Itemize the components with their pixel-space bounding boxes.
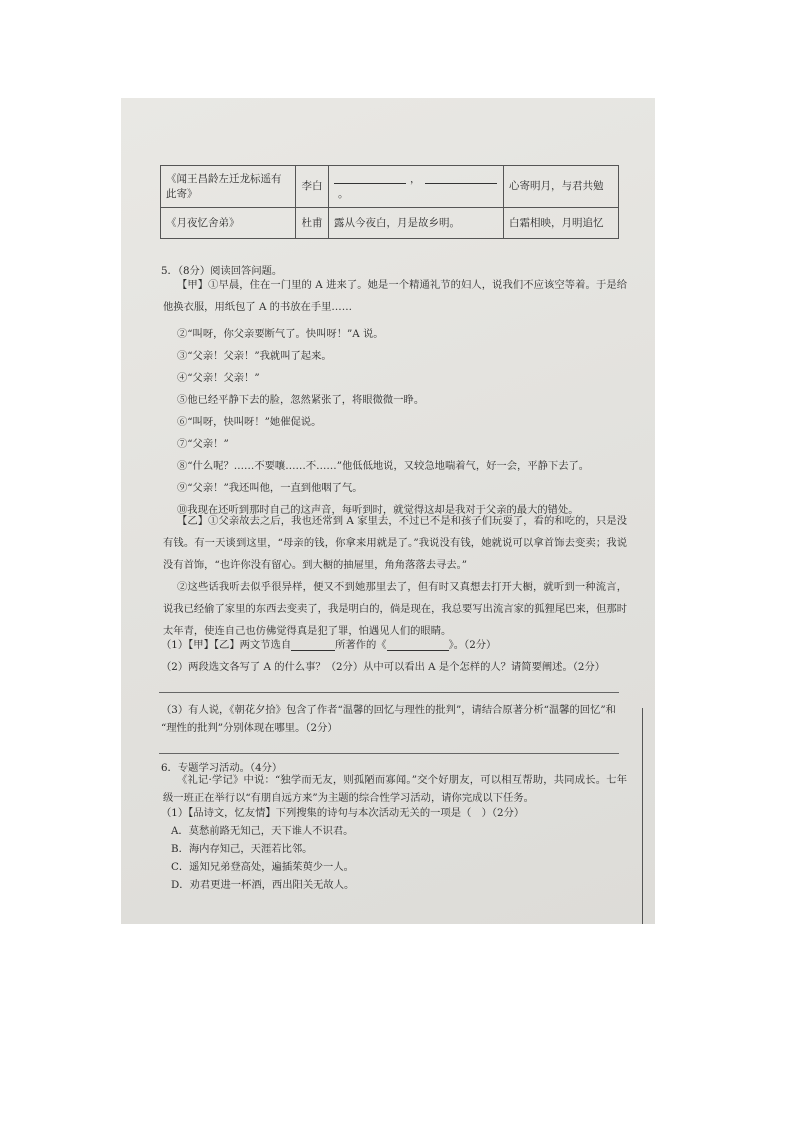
q5-sub3-line2: “理性的批判”分别体现在哪里。（2分） — [161, 722, 338, 734]
q6-option-c: C．遥知兄弟登高处，遍插茱萸少一人。 — [171, 861, 354, 873]
answer-blank[interactable] — [334, 173, 406, 184]
poem-line-blanks — [329, 166, 504, 208]
q6-option-b: B．海内存知己，天涯若比邻。 — [171, 843, 313, 855]
answer-line[interactable] — [159, 753, 619, 754]
poem-author: 李白 — [296, 166, 329, 208]
q6-sub1: （1）【品诗文，忆友情】下列搜集的诗句与本次活动无关的一项是（ ）（2分） — [161, 807, 525, 819]
answer-blank[interactable] — [425, 173, 497, 184]
jia-paragraph-8: ⑧“什么呢？……不要嚷……不……”他低低地说，又较急地喘着气，好一会，平静下去了。 — [177, 460, 590, 472]
poem-theme: 白霜相映，月明追忆 — [504, 208, 619, 239]
blank-period: 。 — [338, 187, 349, 200]
exam-paper-photo — [121, 98, 655, 924]
yi-paragraph-1: 【乙】①父亲故去之后，我也还常到 A 家里去，不过已不是和孩子们玩耍了，看的和吃的，只是没有钱。有一天谈到这里，“母亲的钱，你拿来用就是了。”我说没有钱，她就说可以拿首饰去变卖；我说没有首饰，“也许你没有留心。到大橱的抽屉里，角角落落去寻去。” — [163, 515, 627, 571]
q5-sub1-text-a: （1）【甲】【乙】两文节选自 — [161, 639, 292, 651]
q5-sub1 — [161, 638, 496, 652]
jia-paragraph-1: 【甲】①早晨，住在一门里的 A 进来了。她是一个精通礼节的妇人，说我们不应该空等着。于是给他换衣服，用纸包了 A 的书放在手里…… — [163, 279, 627, 313]
jia-paragraph-9: ⑨“父亲！”我还叫他，一直到他咽了气。 — [177, 482, 363, 494]
q5-sub3-line1: （3）有人说，《朝花夕拾》包含了作者“温馨的回忆与理性的批判”，请结合原著分析“温馨的回忆”和 — [161, 704, 616, 716]
q6-option-d: D．劝君更进一杯酒，西出阳关无故人。 — [171, 879, 355, 891]
poem-table — [160, 165, 619, 239]
jia-paragraph-10: ⑩我现在还听到那时自己的这声音，每听到时，就觉得这却是我对于父亲的最大的错处。 — [177, 504, 579, 516]
poem-title: 《月夜忆舍弟》 — [161, 208, 296, 239]
jia-paragraph-5: ⑤他已经平静下去的脸，忽然紧张了，将眼微微一睁。 — [177, 394, 425, 406]
jia-paragraph-6: ⑥“叫呀，快叫呀！”她催促说。 — [177, 416, 322, 428]
q5-header: 5．（8分）阅读回答问题。 — [161, 265, 283, 277]
table-row — [161, 208, 619, 239]
q6-header: 6．专题学习活动。（4分） — [161, 762, 283, 774]
q5-sub1-text-c: 》。（2分） — [448, 639, 497, 651]
q5-sub1-text-b: 所著作的《 — [335, 639, 387, 651]
margin-rule — [642, 708, 643, 924]
poem-author: 杜甫 — [296, 208, 329, 239]
book-blank[interactable] — [387, 640, 449, 651]
blank-comma: ， — [410, 172, 421, 185]
poem-theme: 心寄明月，与君共勉 — [504, 166, 619, 208]
yi-paragraph-2: ②这些话我听去似乎很异样，便又不到她那里去了，但有时又真想去打开大橱，就听到一种流言，说我已经偷了家里的东西去变卖了，我是明白的，倘是现在，我总要写出流言家的狐狸尾巴来，但那时太年青，使连自己也仿佛觉得真是犯了罪，怕遇见人们的眼睛。 — [163, 581, 627, 637]
q6-option-a: A．莫愁前路无知己，天下谁人不识君。 — [171, 825, 354, 837]
q5-sub2: （2）两段选文各写了 A 的什么事？（2分）从中可以看出 A 是个怎样的人？请简要阐述。（2分） — [161, 661, 606, 673]
jia-paragraph-2: ②“叫呀，你父亲要断气了。快叫呀！”A 说。 — [177, 328, 384, 340]
answer-line[interactable] — [159, 692, 619, 693]
author-blank[interactable] — [291, 640, 335, 651]
jia-paragraph-3: ③“父亲！父亲！”我就叫了起来。 — [177, 350, 332, 362]
q6-intro: 《礼记·学记》中说：“独学而无友，则孤陋而寡闻。”交个好朋友，可以相互帮助，共同成长。七年级一班正在举行以“有朋自远方来”为主题的综合性学习活动，请你完成以下任务。 — [163, 774, 627, 804]
jia-paragraph-7: ⑦“父亲！” — [177, 438, 229, 450]
poem-line: 露从今夜白，月是故乡明。 — [329, 208, 504, 239]
table-row — [161, 166, 619, 208]
poem-title: 《闻王昌龄左迁龙标遥有此寄》 — [161, 166, 296, 208]
jia-paragraph-4: ④“父亲！父亲！” — [177, 372, 260, 384]
